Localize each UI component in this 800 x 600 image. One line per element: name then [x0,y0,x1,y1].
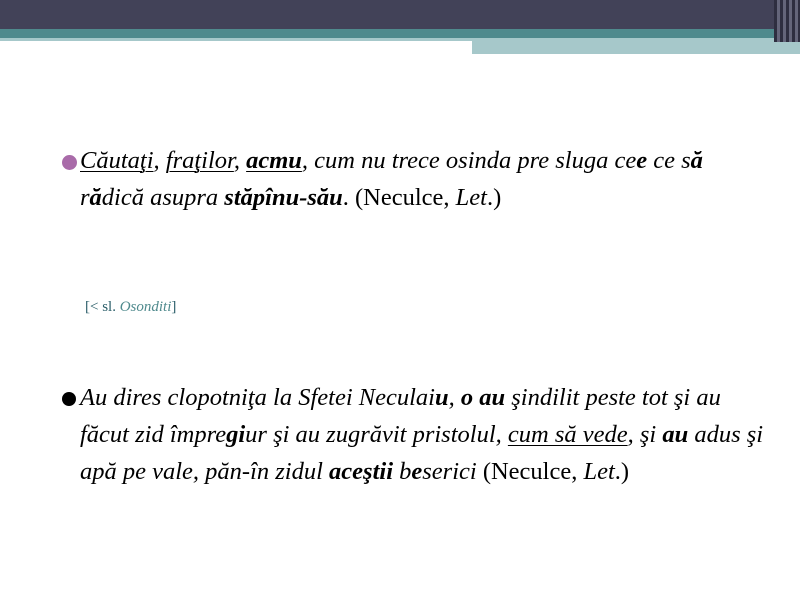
etymology-word: Osonditi [119,299,172,315]
word: şindilit peste tot şi au făcut zid împre [80,384,721,448]
word: e [411,458,423,485]
word: r [80,184,90,211]
header-accent-light-left [0,38,472,41]
header-band [0,0,800,29]
word: b [393,458,412,485]
word: Au dires clopotniţa la Sfetei Neculai [80,384,435,411]
example-1-text [80,142,771,216]
word: u [434,384,449,411]
word: acmu [246,147,302,174]
word: dică asupra [101,184,225,211]
word: Let [583,458,615,485]
word: , şi [627,421,663,448]
word: e [636,147,648,174]
word: serici [422,458,477,485]
word: , [448,384,461,411]
header-stripes [774,0,800,42]
bullet-dot-black [62,392,76,406]
example-2 [59,379,771,490]
header-accent-teal [0,29,800,38]
word: , cum nu trece osinda pre sluga ce [301,147,637,174]
bullet-dot-purple [62,155,77,170]
word: (Neculce, [476,458,584,485]
word: ce s [647,147,691,174]
word: .) [486,184,502,211]
etymology-prefix: [< sl. [85,299,120,315]
example-2-text [80,379,771,490]
word: Let [455,184,487,211]
word: cum să vede [507,421,628,448]
word: fraţilor [165,147,234,174]
etymology-suffix: ] [171,299,177,315]
word: gi [226,421,246,448]
example-1 [59,142,771,216]
etymology-note [85,299,176,316]
word: . (Neculce, [342,184,456,211]
word: ur şi au zugrăvit pristolul, [245,421,508,448]
word: au [662,421,689,448]
word: ă [89,184,102,211]
word: .) [614,458,630,485]
word: , [233,147,247,174]
header-accent-light-right [472,38,800,54]
word: Căutaţi [80,147,154,174]
word: stăpînu-său [224,184,343,211]
word: aceştii [329,458,394,485]
word: ă [690,147,703,174]
word: adus şi apă pe vale, păn-în zidul [80,421,764,485]
word: o au [460,384,506,411]
word: , [153,147,166,174]
